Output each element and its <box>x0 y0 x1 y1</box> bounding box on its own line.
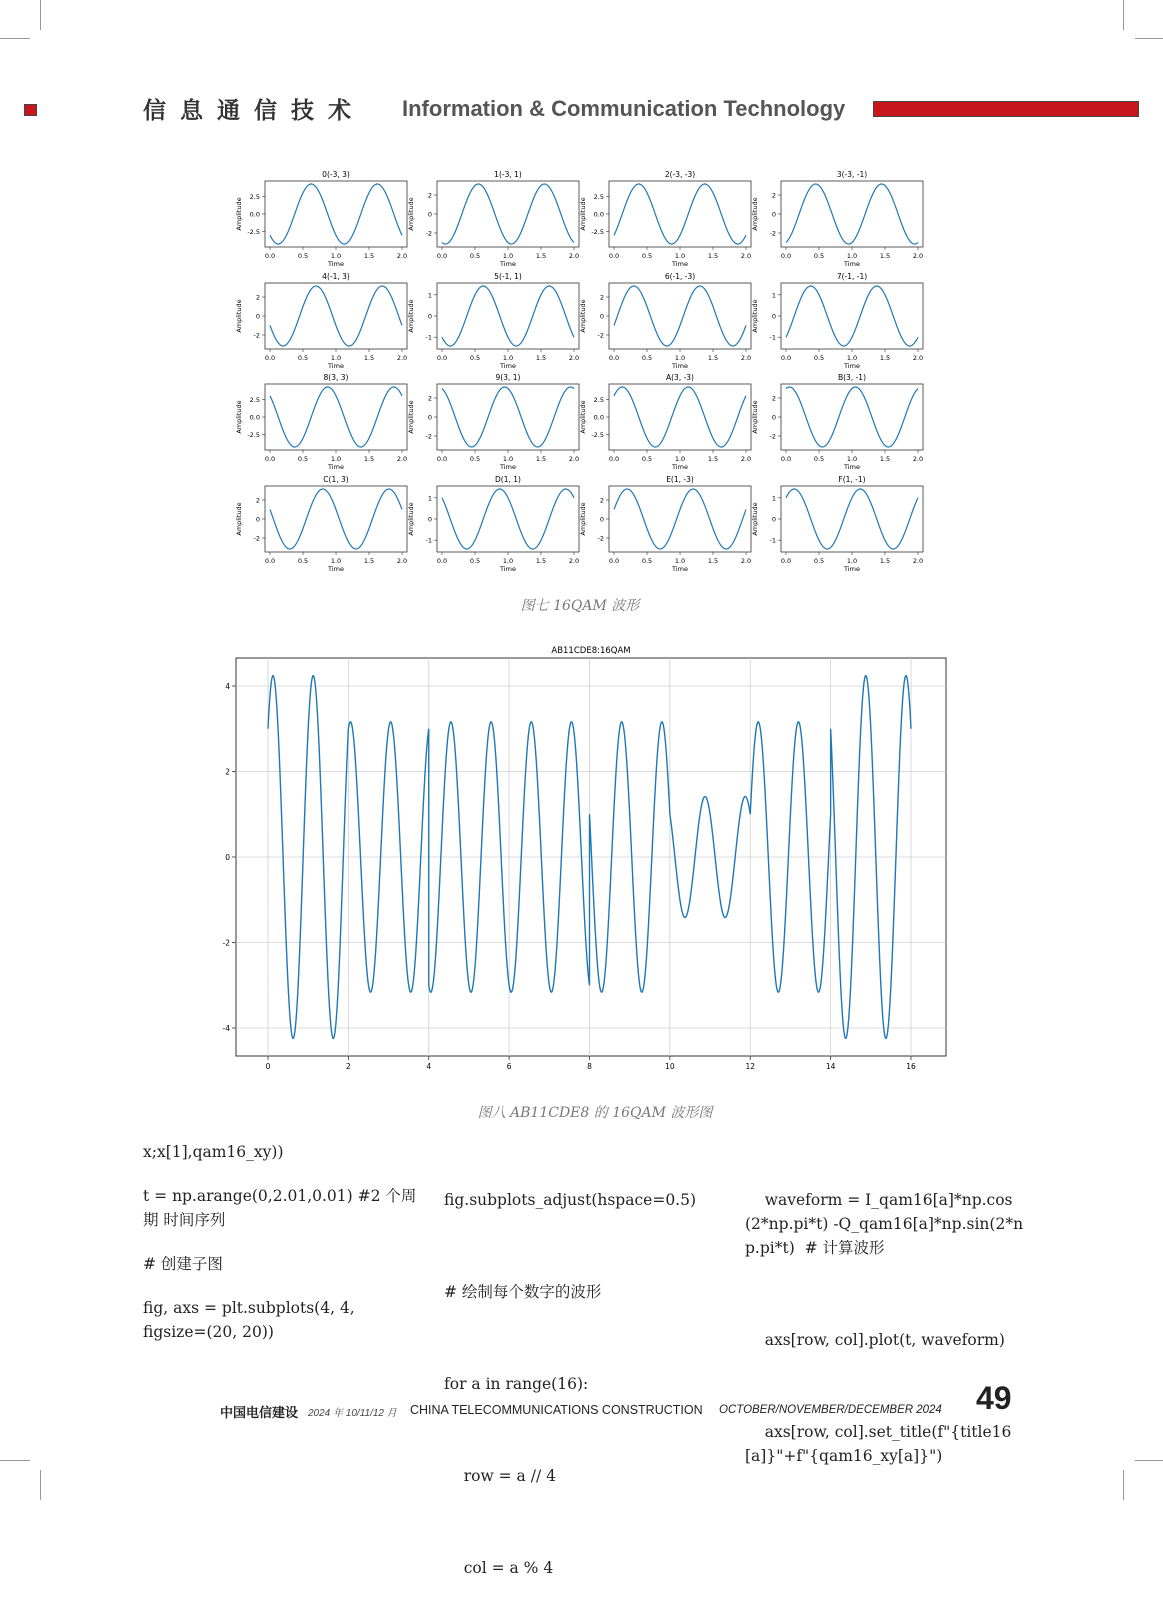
x-tick-label: 2.0 <box>740 354 752 362</box>
x-axis-label: Time <box>672 260 688 268</box>
footer-date-en: OCTOBER/NOVEMBER/DECEMBER 2024 <box>719 1404 942 1416</box>
x-axis-label: Time <box>500 362 516 370</box>
y-tick-label: 0.0 <box>249 413 260 422</box>
y-tick-label: 1 <box>771 291 776 300</box>
y-tick-label: 2 <box>427 394 432 403</box>
x-tick-label: 0.0 <box>264 455 276 463</box>
y-tick-label: 0 <box>255 515 260 524</box>
subplot-title: A(3, -3) <box>665 373 695 382</box>
x-tick-label: 0.0 <box>436 354 448 362</box>
x-tick-label: 2.0 <box>568 557 580 565</box>
x-tick-label: 12 <box>745 1062 756 1071</box>
y-tick-label: -1 <box>769 536 776 545</box>
y-tick-label: 0 <box>225 853 230 862</box>
subplot-title: 8(3, 3) <box>323 373 349 382</box>
x-tick-label: 1.5 <box>363 252 375 260</box>
code-line: axs[row, col].plot(t, waveform) <box>745 1331 1005 1349</box>
x-tick-label: 1.5 <box>363 557 375 565</box>
y-axis-label: Amplitude <box>407 400 415 434</box>
x-axis-label: Time <box>500 260 516 268</box>
y-axis-label: Amplitude <box>751 197 759 231</box>
y-tick-label: 0 <box>771 413 776 422</box>
y-tick-label: 0 <box>771 312 776 321</box>
y-tick-label: 1 <box>427 291 432 300</box>
header-title-en: Information & Communication Technology <box>402 96 846 121</box>
code-line: # 绘制每个数字的波形 <box>444 1283 602 1301</box>
subplot-title: 7(-1, -1) <box>836 272 868 281</box>
y-axis-label: Amplitude <box>235 197 243 231</box>
y-axis-label: Amplitude <box>235 299 243 333</box>
y-tick-label: 0 <box>427 312 432 321</box>
x-tick-label: 1.5 <box>363 455 375 463</box>
x-tick-label: 0.0 <box>264 557 276 565</box>
code-line: axs[row, col].set_title(f"{title16[a]}"+f"{qam16_xy[a]}") <box>745 1423 1012 1465</box>
x-tick-label: 0.5 <box>297 557 309 565</box>
x-tick-label: 1.0 <box>330 252 342 260</box>
x-tick-label: 1.5 <box>535 455 547 463</box>
text-column-2 <box>444 1140 724 1624</box>
y-tick-label: -2 <box>769 432 776 441</box>
code-line: for a in range(16): <box>444 1375 589 1393</box>
y-tick-label: 0.0 <box>593 413 604 422</box>
x-tick-label: 0.5 <box>469 557 481 565</box>
x-tick-label: 1.0 <box>330 455 342 463</box>
code-line: row = a // 4 <box>444 1467 556 1485</box>
y-tick-label: 0.0 <box>249 210 260 219</box>
x-tick-label: 0.0 <box>780 354 792 362</box>
y-tick-label: 2.5 <box>593 192 604 201</box>
y-tick-label: 0 <box>771 515 776 524</box>
x-tick-label: 1.5 <box>707 455 719 463</box>
y-tick-label: 0 <box>427 413 432 422</box>
subplot-title: E(1, -3) <box>666 475 694 484</box>
subplot-title: B(3, -1) <box>837 373 867 382</box>
x-tick-label: 2.0 <box>912 252 924 260</box>
x-axis-label: Time <box>672 565 688 573</box>
y-tick-label: -2 <box>597 534 604 543</box>
x-tick-label: 0.5 <box>641 557 653 565</box>
x-axis-label: Time <box>328 565 344 573</box>
x-tick-label: 0.5 <box>469 455 481 463</box>
x-tick-label: 2.0 <box>912 354 924 362</box>
x-tick-label: 1.5 <box>879 455 891 463</box>
subplot-title: 9(3, 1) <box>495 373 521 382</box>
subplot-title: 2(-3, -3) <box>664 170 696 179</box>
y-axis-label: Amplitude <box>579 400 587 434</box>
x-tick-label: 2.0 <box>396 557 408 565</box>
subplot-title: 6(-1, -3) <box>664 272 696 281</box>
x-axis-label: Time <box>844 463 860 471</box>
x-tick-label: 1.5 <box>879 557 891 565</box>
y-axis-label: Amplitude <box>235 502 243 536</box>
y-tick-label: 2 <box>427 191 432 200</box>
y-tick-label: 0 <box>427 210 432 219</box>
x-tick-label: 16 <box>906 1062 916 1071</box>
y-axis-label: Amplitude <box>751 400 759 434</box>
x-tick-label: 1.5 <box>707 252 719 260</box>
x-tick-label: 1.0 <box>330 557 342 565</box>
y-tick-label: 2.5 <box>249 192 260 201</box>
y-axis-label: Amplitude <box>579 502 587 536</box>
x-tick-label: 2.0 <box>568 354 580 362</box>
x-axis-label: Time <box>500 463 516 471</box>
x-tick-label: 1.0 <box>674 252 686 260</box>
x-axis-label: Time <box>844 362 860 370</box>
code-line: col = a % 4 <box>444 1559 554 1577</box>
x-tick-label: 0.0 <box>608 455 620 463</box>
x-tick-label: 1.0 <box>502 455 514 463</box>
y-tick-label: 0 <box>771 210 776 219</box>
x-axis-label: Time <box>672 362 688 370</box>
y-tick-label: 2.5 <box>249 395 260 404</box>
x-axis-label: Time <box>500 565 516 573</box>
x-tick-label: 0.5 <box>641 252 653 260</box>
y-tick-label: -2 <box>253 331 260 340</box>
x-tick-label: 0.5 <box>813 252 825 260</box>
x-tick-label: 1.5 <box>363 354 375 362</box>
y-tick-label: -2 <box>597 331 604 340</box>
x-tick-label: 2.0 <box>396 252 408 260</box>
x-tick-label: 1.0 <box>674 557 686 565</box>
x-tick-label: 1.0 <box>502 354 514 362</box>
x-tick-label: 0.0 <box>780 455 792 463</box>
x-tick-label: 1.0 <box>846 455 858 463</box>
y-axis-label: Amplitude <box>751 299 759 333</box>
y-tick-label: -2 <box>769 229 776 238</box>
x-tick-label: 1.5 <box>707 557 719 565</box>
y-tick-label: -1 <box>425 333 432 342</box>
x-axis-label: Time <box>328 362 344 370</box>
x-tick-label: 1.0 <box>674 455 686 463</box>
y-tick-label: -1 <box>769 333 776 342</box>
y-tick-label: 4 <box>225 682 230 691</box>
y-axis-label: Amplitude <box>407 197 415 231</box>
x-tick-label: 1.0 <box>674 354 686 362</box>
x-tick-label: 14 <box>825 1062 836 1071</box>
y-tick-label: 1 <box>771 494 776 503</box>
y-tick-label: 2.5 <box>593 395 604 404</box>
x-tick-label: 10 <box>665 1062 675 1071</box>
subplot-title: 3(-3, -1) <box>836 170 868 179</box>
x-tick-label: 0.0 <box>608 354 620 362</box>
y-tick-label: -1 <box>425 536 432 545</box>
text-column-3 <box>745 1140 1025 1512</box>
x-tick-label: 1.0 <box>330 354 342 362</box>
y-tick-label: 2 <box>599 496 604 505</box>
x-tick-label: 0.5 <box>297 252 309 260</box>
x-tick-label: 2.0 <box>740 455 752 463</box>
y-tick-label: 0 <box>255 312 260 321</box>
y-tick-label: 2 <box>255 496 260 505</box>
x-tick-label: 0.5 <box>641 354 653 362</box>
x-tick-label: 0.0 <box>264 252 276 260</box>
subplot-title: 4(-1, 3) <box>322 272 350 281</box>
y-axis-label: Amplitude <box>407 502 415 536</box>
x-tick-label: 1.5 <box>879 354 891 362</box>
y-tick-label: 1 <box>427 494 432 503</box>
x-tick-label: 0.0 <box>436 455 448 463</box>
x-tick-label: 2 <box>345 1062 351 1071</box>
y-tick-label: -2.5 <box>247 228 260 237</box>
x-tick-label: 2.0 <box>568 252 580 260</box>
code-line: # 创建子图 <box>143 1255 223 1273</box>
x-tick-label: 2.0 <box>912 557 924 565</box>
x-tick-label: 0.5 <box>297 354 309 362</box>
page-number: 49 <box>976 1380 1012 1416</box>
y-axis-label: Amplitude <box>579 197 587 231</box>
x-tick-label: 0.0 <box>264 354 276 362</box>
x-axis-label: Time <box>844 565 860 573</box>
code-line: t = np.arange(0,2.01,0.01) #2 个周期 时间序列 <box>143 1187 417 1229</box>
code-line: fig.subplots_adjust(hspace=0.5) <box>444 1191 697 1209</box>
y-tick-label: 0.0 <box>593 210 604 219</box>
x-axis-label: Time <box>328 260 344 268</box>
x-tick-label: 0.5 <box>641 455 653 463</box>
x-tick-label: 0.0 <box>780 252 792 260</box>
x-tick-label: 1.5 <box>707 354 719 362</box>
footer-journal-en: CHINA TELECOMMUNICATIONS CONSTRUCTION <box>410 1403 703 1417</box>
figure-7-caption: 图七 16QAM 波形 <box>520 598 640 614</box>
y-tick-label: -2 <box>253 534 260 543</box>
figure-8-caption: 图八 AB11CDE8 的 16QAM 波形图 <box>477 1105 713 1121</box>
x-axis-label: Time <box>328 463 344 471</box>
x-tick-label: 2.0 <box>568 455 580 463</box>
x-tick-label: 0.0 <box>436 252 448 260</box>
x-tick-label: 2.0 <box>396 354 408 362</box>
y-tick-label: 2 <box>225 767 230 777</box>
footer-journal-cn: 中国电信建设 <box>220 1406 299 1421</box>
x-tick-label: 2.0 <box>740 252 752 260</box>
footer-date-cn: 2024 年 10/11/12 月 <box>308 1408 397 1419</box>
x-axis-label: Time <box>672 463 688 471</box>
y-tick-label: -4 <box>222 1024 230 1033</box>
x-tick-label: 1.5 <box>535 557 547 565</box>
y-tick-label: 0 <box>599 312 604 321</box>
x-axis-label: Time <box>844 260 860 268</box>
x-tick-label: 2.0 <box>740 557 752 565</box>
y-tick-label: -2.5 <box>591 431 604 440</box>
y-tick-label: 2 <box>255 293 260 302</box>
subplot-title: F(1, -1) <box>838 475 866 484</box>
code-line: x;x[1],qam16_xy)) <box>143 1143 284 1161</box>
code-line: fig, axs = plt.subplots(4, 4, figsize=(20, 20)) <box>143 1299 355 1341</box>
y-axis-label: Amplitude <box>407 299 415 333</box>
y-tick-label: -2 <box>222 938 230 948</box>
subplot-title: D(1, 1) <box>495 475 521 484</box>
x-tick-label: 0.0 <box>608 557 620 565</box>
x-tick-label: 1.5 <box>879 252 891 260</box>
x-tick-label: 1.0 <box>502 252 514 260</box>
y-tick-label: -2 <box>425 432 432 441</box>
y-tick-label: 2 <box>771 191 776 200</box>
x-tick-label: 1.0 <box>846 354 858 362</box>
x-tick-label: 1.5 <box>535 354 547 362</box>
y-tick-label: 0 <box>427 515 432 524</box>
y-axis-label: Amplitude <box>235 400 243 434</box>
header-title-cn: 信息通信技术 <box>143 98 365 124</box>
subplot-title: 5(-1, 1) <box>494 272 522 281</box>
y-tick-label: -2 <box>425 229 432 238</box>
subplot-title: 1(-3, 1) <box>494 170 522 179</box>
x-tick-label: 0.5 <box>469 252 481 260</box>
x-tick-label: 6 <box>506 1062 512 1071</box>
x-tick-label: 0.5 <box>813 455 825 463</box>
x-tick-label: 1.5 <box>535 252 547 260</box>
x-tick-label: 0.0 <box>436 557 448 565</box>
code-line: waveform = I_qam16[a]*np.cos(2*np.pi*t) -Q_qam16[a]*np.sin(2*np.pi*t) # 计算波形 <box>745 1191 1024 1257</box>
subplot-title: C(1, 3) <box>323 475 349 484</box>
subplot-title: 0(-3, 3) <box>322 170 350 179</box>
y-axis-label: Amplitude <box>579 299 587 333</box>
chart-title: AB11CDE8:16QAM <box>551 646 631 656</box>
x-tick-label: 0.5 <box>469 354 481 362</box>
x-tick-label: 1.0 <box>502 557 514 565</box>
y-axis-label: Amplitude <box>751 502 759 536</box>
x-tick-label: 2.0 <box>912 455 924 463</box>
y-tick-label: -2.5 <box>247 431 260 440</box>
x-tick-label: 4 <box>426 1062 432 1071</box>
x-tick-label: 0.5 <box>297 455 309 463</box>
x-tick-label: 0.0 <box>780 557 792 565</box>
x-tick-label: 0.5 <box>813 557 825 565</box>
y-tick-label: 0 <box>599 515 604 524</box>
x-tick-label: 0.0 <box>608 252 620 260</box>
x-tick-label: 1.0 <box>846 252 858 260</box>
x-tick-label: 0.5 <box>813 354 825 362</box>
y-tick-label: 2 <box>771 394 776 403</box>
y-tick-label: -2.5 <box>591 228 604 237</box>
x-tick-label: 8 <box>587 1062 592 1071</box>
x-tick-label: 0 <box>265 1062 271 1071</box>
x-tick-label: 2.0 <box>396 455 408 463</box>
y-tick-label: 2 <box>599 293 604 302</box>
text-column-1 <box>143 1140 423 1364</box>
x-tick-label: 1.0 <box>846 557 858 565</box>
